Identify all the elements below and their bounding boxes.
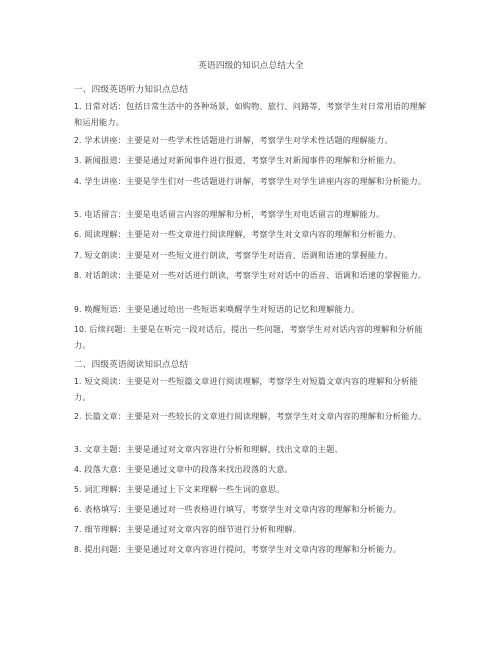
list-item — [74, 207, 434, 223]
list-item — [74, 302, 434, 318]
item-number: 1. — [74, 102, 82, 111]
item-text: 唤醒短语：主要是通过给出一些短语来唤醒学生对短语的记忆和理解能力。 — [84, 304, 360, 314]
item-text: 日常对话：包括日常生活中的各种场景，如购物、旅行、问路等，考察学生对日常用语的理解和运用能力。 — [74, 101, 427, 127]
item-number: 7. — [74, 525, 82, 534]
item-text: 短文阅读：主要是对一些短篇文章进行阅读理解，考察学生对短篇文章内容的理解和分析能力。 — [74, 376, 418, 402]
list-item — [74, 248, 434, 264]
item-number: 3. — [74, 156, 82, 165]
item-number: 9. — [74, 305, 82, 314]
section-heading-listening: 一、四级英语听力知识点总结 — [74, 85, 189, 95]
item-number: 8. — [74, 271, 82, 280]
item-text: 长篇文章：主要是对一些较长的文章进行阅读理解，考察学生对文章内容的理解和分析能力。 — [84, 411, 427, 421]
item-number: 1. — [74, 377, 82, 386]
item-text: 对话朗读：主要是对一些对话进行朗读，考察学生对对话中的语音、语调和语速的掌握能力。 — [84, 270, 427, 280]
list-item — [74, 409, 434, 425]
item-text: 学术讲座：主要是对一些学术性话题进行讲解，考察学生对学术性话题的理解能力。 — [84, 135, 393, 145]
list-item — [74, 322, 434, 353]
section-heading-reading: 二、四级英语阅读知识点总结 — [74, 360, 189, 370]
list-item — [74, 542, 434, 558]
list-item — [74, 174, 434, 190]
item-text: 电话留言：主要是电话留言内容的理解和分析，考察学生对电话留言的理解能力。 — [84, 209, 385, 219]
item-text: 新闻报道：主要是通过对新闻事件进行报道，考察学生对新闻事件的理解和分析能力。 — [84, 155, 402, 165]
list-item — [74, 153, 434, 169]
list-item — [74, 482, 434, 498]
item-text: 学生讲座：主要是学生们对一些话题进行讲解，考察学生对学生讲座内容的理解和分析能力。 — [84, 176, 427, 186]
item-number: 3. — [74, 445, 82, 454]
list-item — [74, 133, 434, 149]
item-text: 短文朗读：主要是对一些短文进行朗读，考察学生对语音、语调和语速的掌握能力。 — [84, 250, 393, 260]
item-number: 5. — [74, 485, 82, 494]
item-number: 7. — [74, 251, 82, 260]
item-text: 阅读理解：主要是对一些文章进行阅读理解，考察学生对文章内容的理解和分析能力。 — [84, 229, 402, 239]
item-number: 4. — [74, 465, 82, 474]
item-text: 表格填写：主要是通过对一些表格进行填写，考察学生对文章内容的理解和分析能力。 — [84, 504, 402, 514]
item-number: 4. — [74, 177, 82, 186]
item-text: 词汇理解：主要是通过上下文来理解一些生词的意思。 — [84, 484, 285, 494]
item-number: 10. — [74, 325, 87, 334]
item-number: 6. — [74, 505, 82, 514]
list-item — [74, 462, 434, 478]
item-text: 段落大意：主要是通过文章中的段落来找出段落的大意。 — [84, 464, 293, 474]
list-item — [74, 442, 434, 458]
list-item — [74, 522, 434, 538]
item-number: 8. — [74, 545, 82, 554]
item-number: 2. — [74, 412, 82, 421]
list-item — [74, 227, 434, 243]
item-text: 文章主题：主要是通过对文章内容进行分析和理解，找出文章的主题。 — [84, 444, 343, 454]
item-text: 细节理解：主要是通过对文章内容的细节进行分析和理解。 — [84, 524, 302, 534]
list-item — [74, 268, 434, 284]
item-text: 后续问题：主要是在听完一段对话后，提出一些问题，考察学生对对话内容的理解和分析能力。 — [74, 324, 423, 350]
item-number: 6. — [74, 230, 82, 239]
document-title: 英语四级的知识点总结大全 — [198, 61, 304, 71]
item-number: 2. — [74, 136, 82, 145]
list-item — [74, 99, 434, 130]
list-item — [74, 502, 434, 518]
item-text: 提出问题：主要是通过对文章内容进行提问，考察学生对文章内容的理解和分析能力。 — [84, 544, 402, 554]
list-item — [74, 374, 434, 405]
item-number: 5. — [74, 210, 82, 219]
